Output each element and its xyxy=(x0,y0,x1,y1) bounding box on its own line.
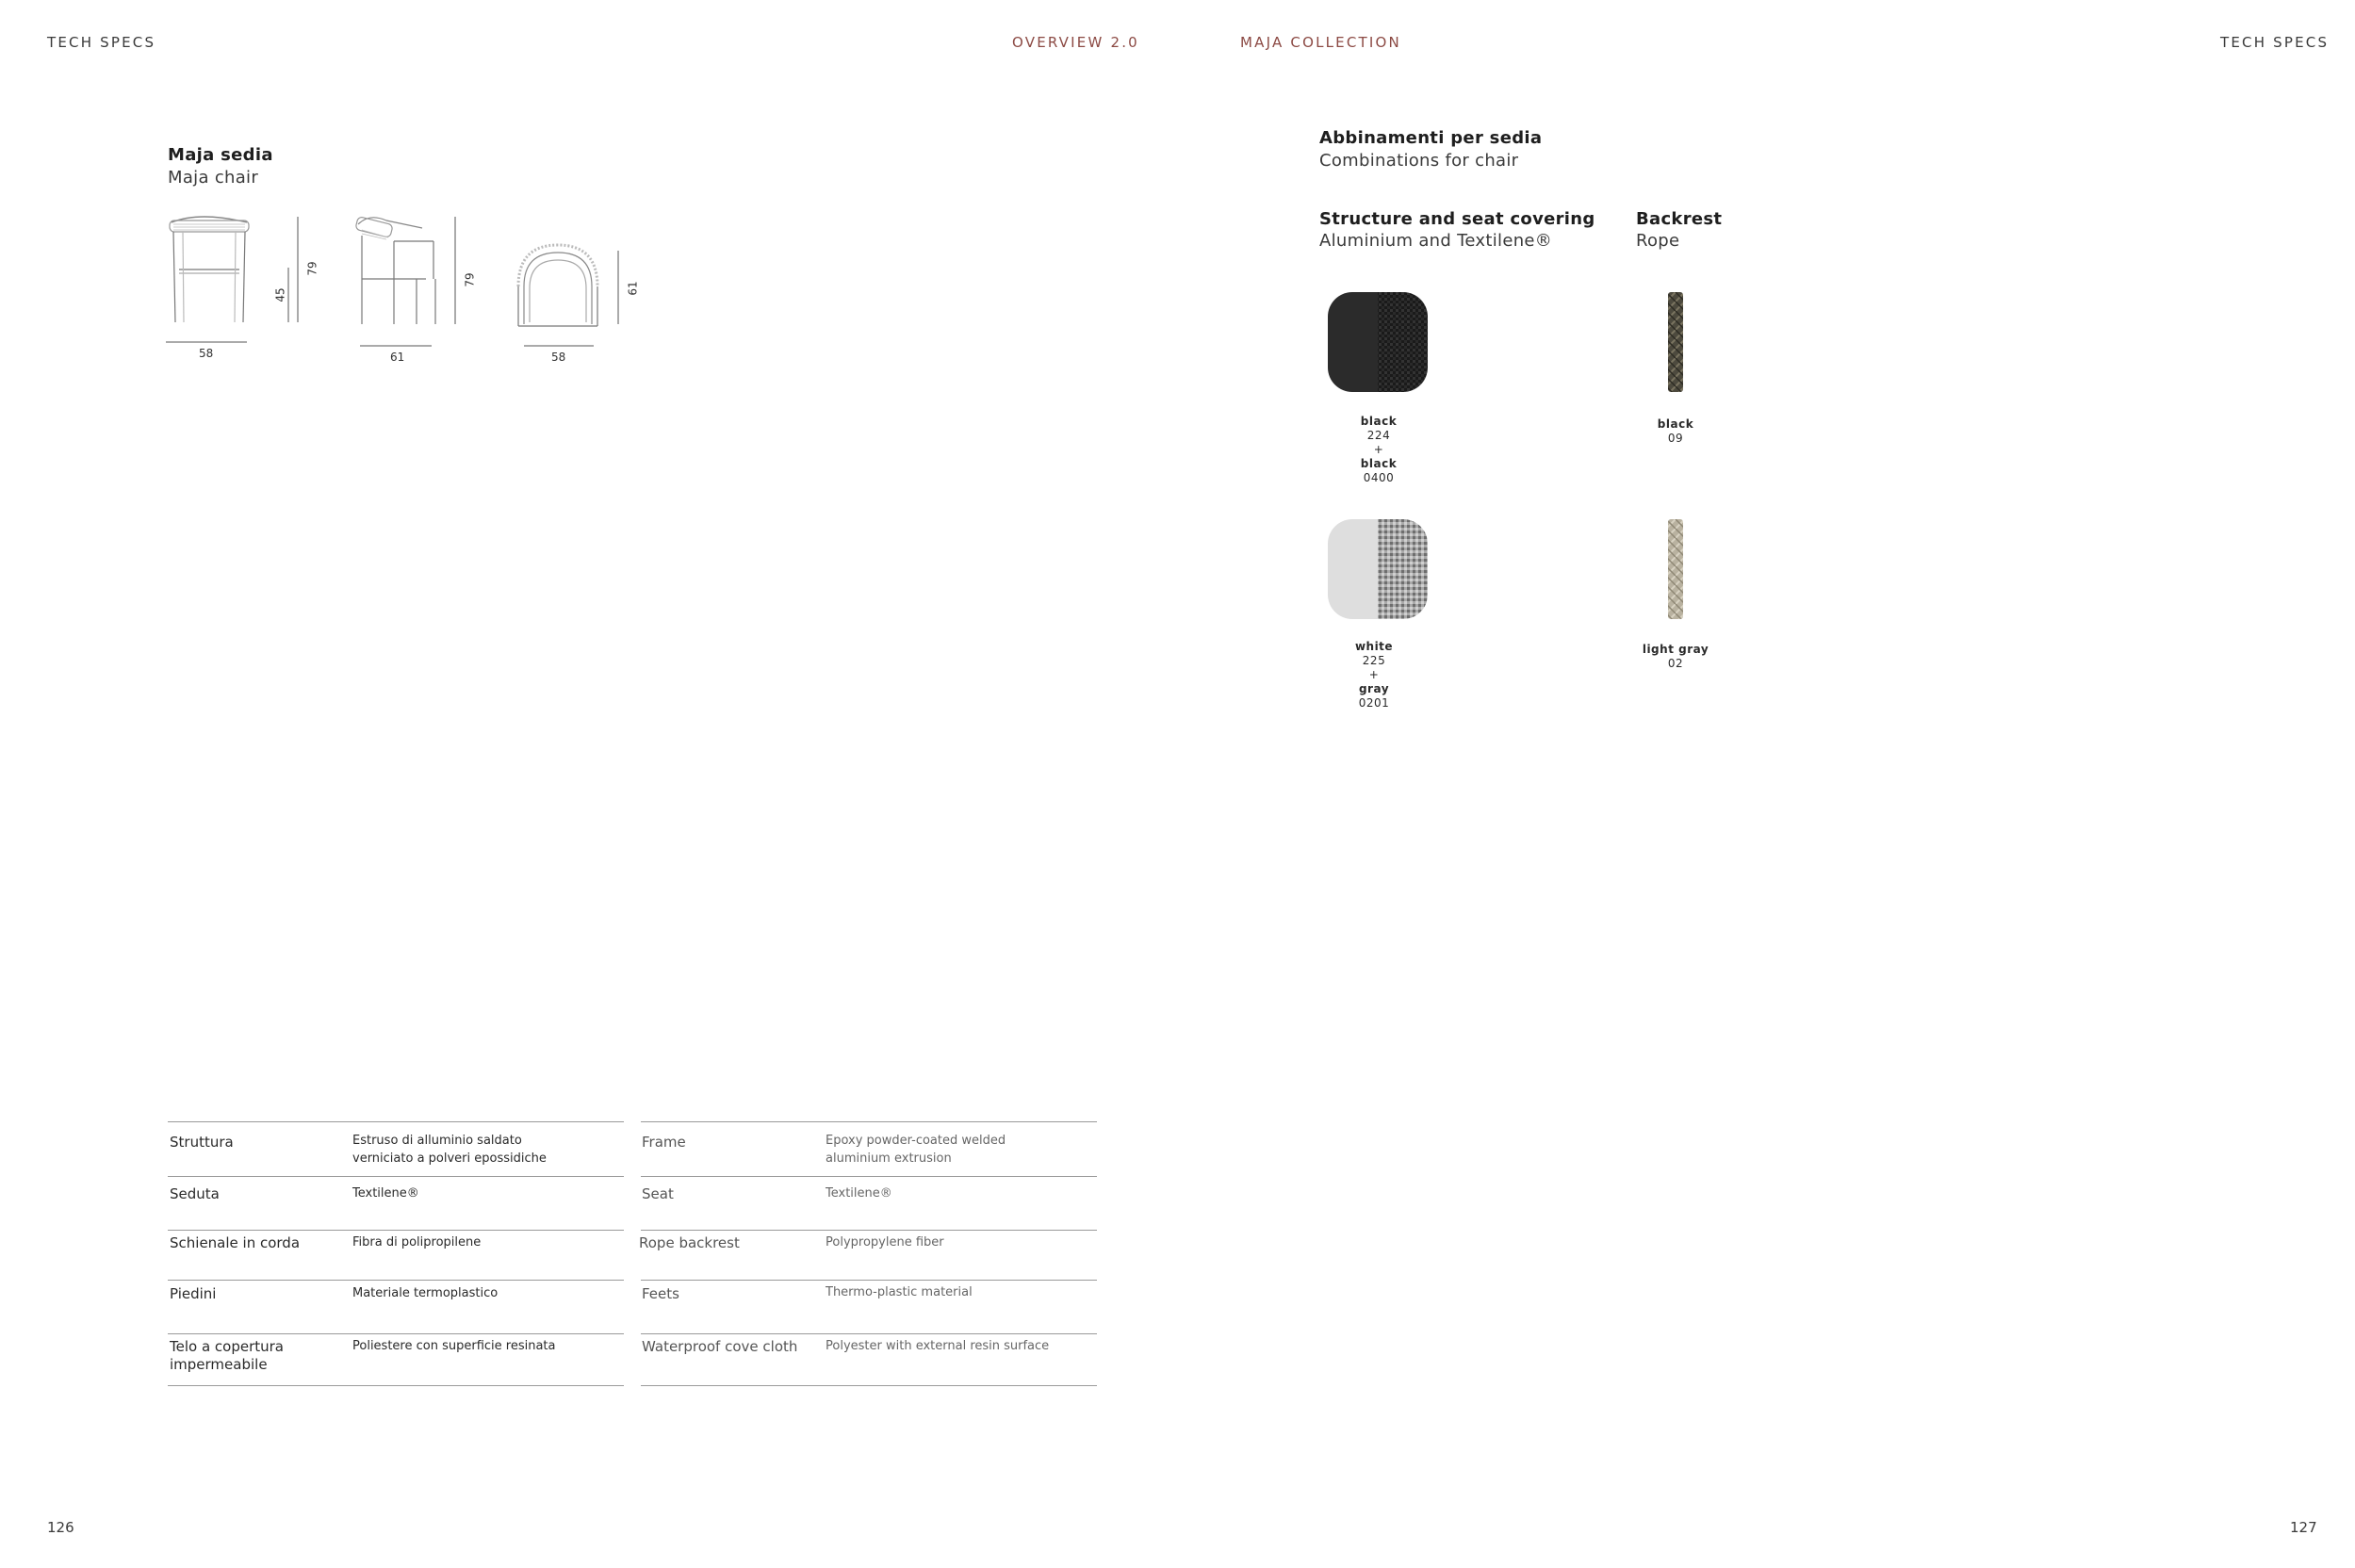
spec-value-seat: Textilene® xyxy=(352,1186,419,1200)
spec-label-structure: Struttura xyxy=(170,1134,234,1151)
spec-label-frame: Frame xyxy=(642,1134,686,1151)
swatch-black-black-label: black 224 + black 0400 xyxy=(1360,415,1398,484)
swatch-black-black[interactable] xyxy=(1328,292,1428,392)
header-collection: MAJA COLLECTION xyxy=(1240,34,1401,51)
spec-value-structure-1: Estruso di alluminio saldato xyxy=(352,1134,522,1148)
spec-value-rope-backrest: Polypropylene fiber xyxy=(826,1235,944,1250)
rope-swatch-light-gray[interactable] xyxy=(1666,519,1685,619)
spec-label-rope-backrest: Rope backrest xyxy=(639,1234,740,1251)
table-divider xyxy=(168,1121,624,1122)
table-divider xyxy=(168,1385,624,1386)
top-width-label: 58 xyxy=(551,351,566,364)
spec-value-cover-cloth: Polyester with external resin surface xyxy=(826,1339,1050,1353)
page-number-left: 126 xyxy=(47,1519,74,1536)
side-view-drawing xyxy=(355,217,435,324)
spec-label-seat-en: Seat xyxy=(642,1185,674,1202)
combinations-title-en: Combinations for chair xyxy=(1319,151,1519,171)
top-view-drawing xyxy=(518,245,597,326)
chair-dimension-drawings xyxy=(160,207,650,377)
product-title-en: Maja chair xyxy=(168,168,259,188)
table-divider xyxy=(641,1121,1097,1122)
front-seat-height-label: 45 xyxy=(273,287,287,302)
backrest-column-subtitle: Rope xyxy=(1636,231,1680,251)
spec-label-cover-cloth: Waterproof cove cloth xyxy=(642,1338,798,1355)
header-left-section: TECH SPECS xyxy=(47,34,156,51)
spec-label-cover-2: impermeabile xyxy=(170,1356,268,1373)
rope-swatch-black[interactable] xyxy=(1666,292,1685,392)
top-depth-label: 61 xyxy=(626,281,640,296)
table-divider xyxy=(641,1280,1097,1281)
structure-column-title: Structure and seat covering xyxy=(1319,209,1595,229)
combinations-title-it: Abbinamenti per sedia xyxy=(1319,128,1543,148)
spec-value-cover: Poliestere con superficie resinata xyxy=(352,1339,556,1353)
swatch-white-gray-label: white 225 + gray 0201 xyxy=(1354,640,1394,710)
table-divider xyxy=(641,1230,1097,1231)
spec-value-frame-1: Epoxy powder-coated welded xyxy=(826,1134,1006,1148)
table-divider xyxy=(641,1176,1097,1177)
table-divider xyxy=(168,1176,624,1177)
spec-value-structure-2: verniciato a polveri epossidiche xyxy=(352,1152,547,1166)
structure-column-subtitle: Aluminium and Textilene® xyxy=(1319,231,1553,251)
spec-value-frame-2: aluminium extrusion xyxy=(826,1152,952,1166)
spec-value-feet: Materiale termoplastico xyxy=(352,1286,499,1300)
table-divider xyxy=(641,1333,1097,1334)
backrest-column-title: Backrest xyxy=(1636,209,1723,229)
product-title-it: Maja sedia xyxy=(168,145,273,165)
table-divider xyxy=(168,1280,624,1281)
specs-table-italian xyxy=(168,1121,624,1385)
spec-label-feet: Piedini xyxy=(170,1285,217,1302)
rope-swatch-black-label: black 09 xyxy=(1657,417,1694,445)
swatch-white-gray[interactable] xyxy=(1328,519,1428,619)
spec-label-feets: Feets xyxy=(642,1285,679,1302)
spec-label-backrest: Schienale in corda xyxy=(170,1234,301,1251)
spec-label-cover-1: Telo a copertura xyxy=(170,1338,285,1355)
header-right-section: TECH SPECS xyxy=(2220,34,2330,51)
spec-value-seat-en: Textilene® xyxy=(826,1186,892,1200)
spec-value-backrest: Fibra di polipropilene xyxy=(352,1235,482,1250)
side-height-label: 79 xyxy=(463,272,477,287)
page-number-right: 127 xyxy=(2290,1519,2317,1536)
specs-table-english xyxy=(641,1121,1097,1385)
table-divider xyxy=(641,1385,1097,1386)
header-overview: OVERVIEW 2.0 xyxy=(1012,34,1139,51)
rope-swatch-light-gray-label: light gray 02 xyxy=(1642,643,1709,670)
front-width-label: 58 xyxy=(199,347,214,360)
side-depth-label: 61 xyxy=(390,351,405,364)
spec-label-seat: Seduta xyxy=(170,1185,220,1202)
front-view-drawing xyxy=(170,217,249,322)
front-height-label: 79 xyxy=(305,261,319,276)
table-divider xyxy=(168,1333,624,1334)
table-divider xyxy=(168,1230,624,1231)
spec-value-feets: Thermo-plastic material xyxy=(826,1285,973,1299)
